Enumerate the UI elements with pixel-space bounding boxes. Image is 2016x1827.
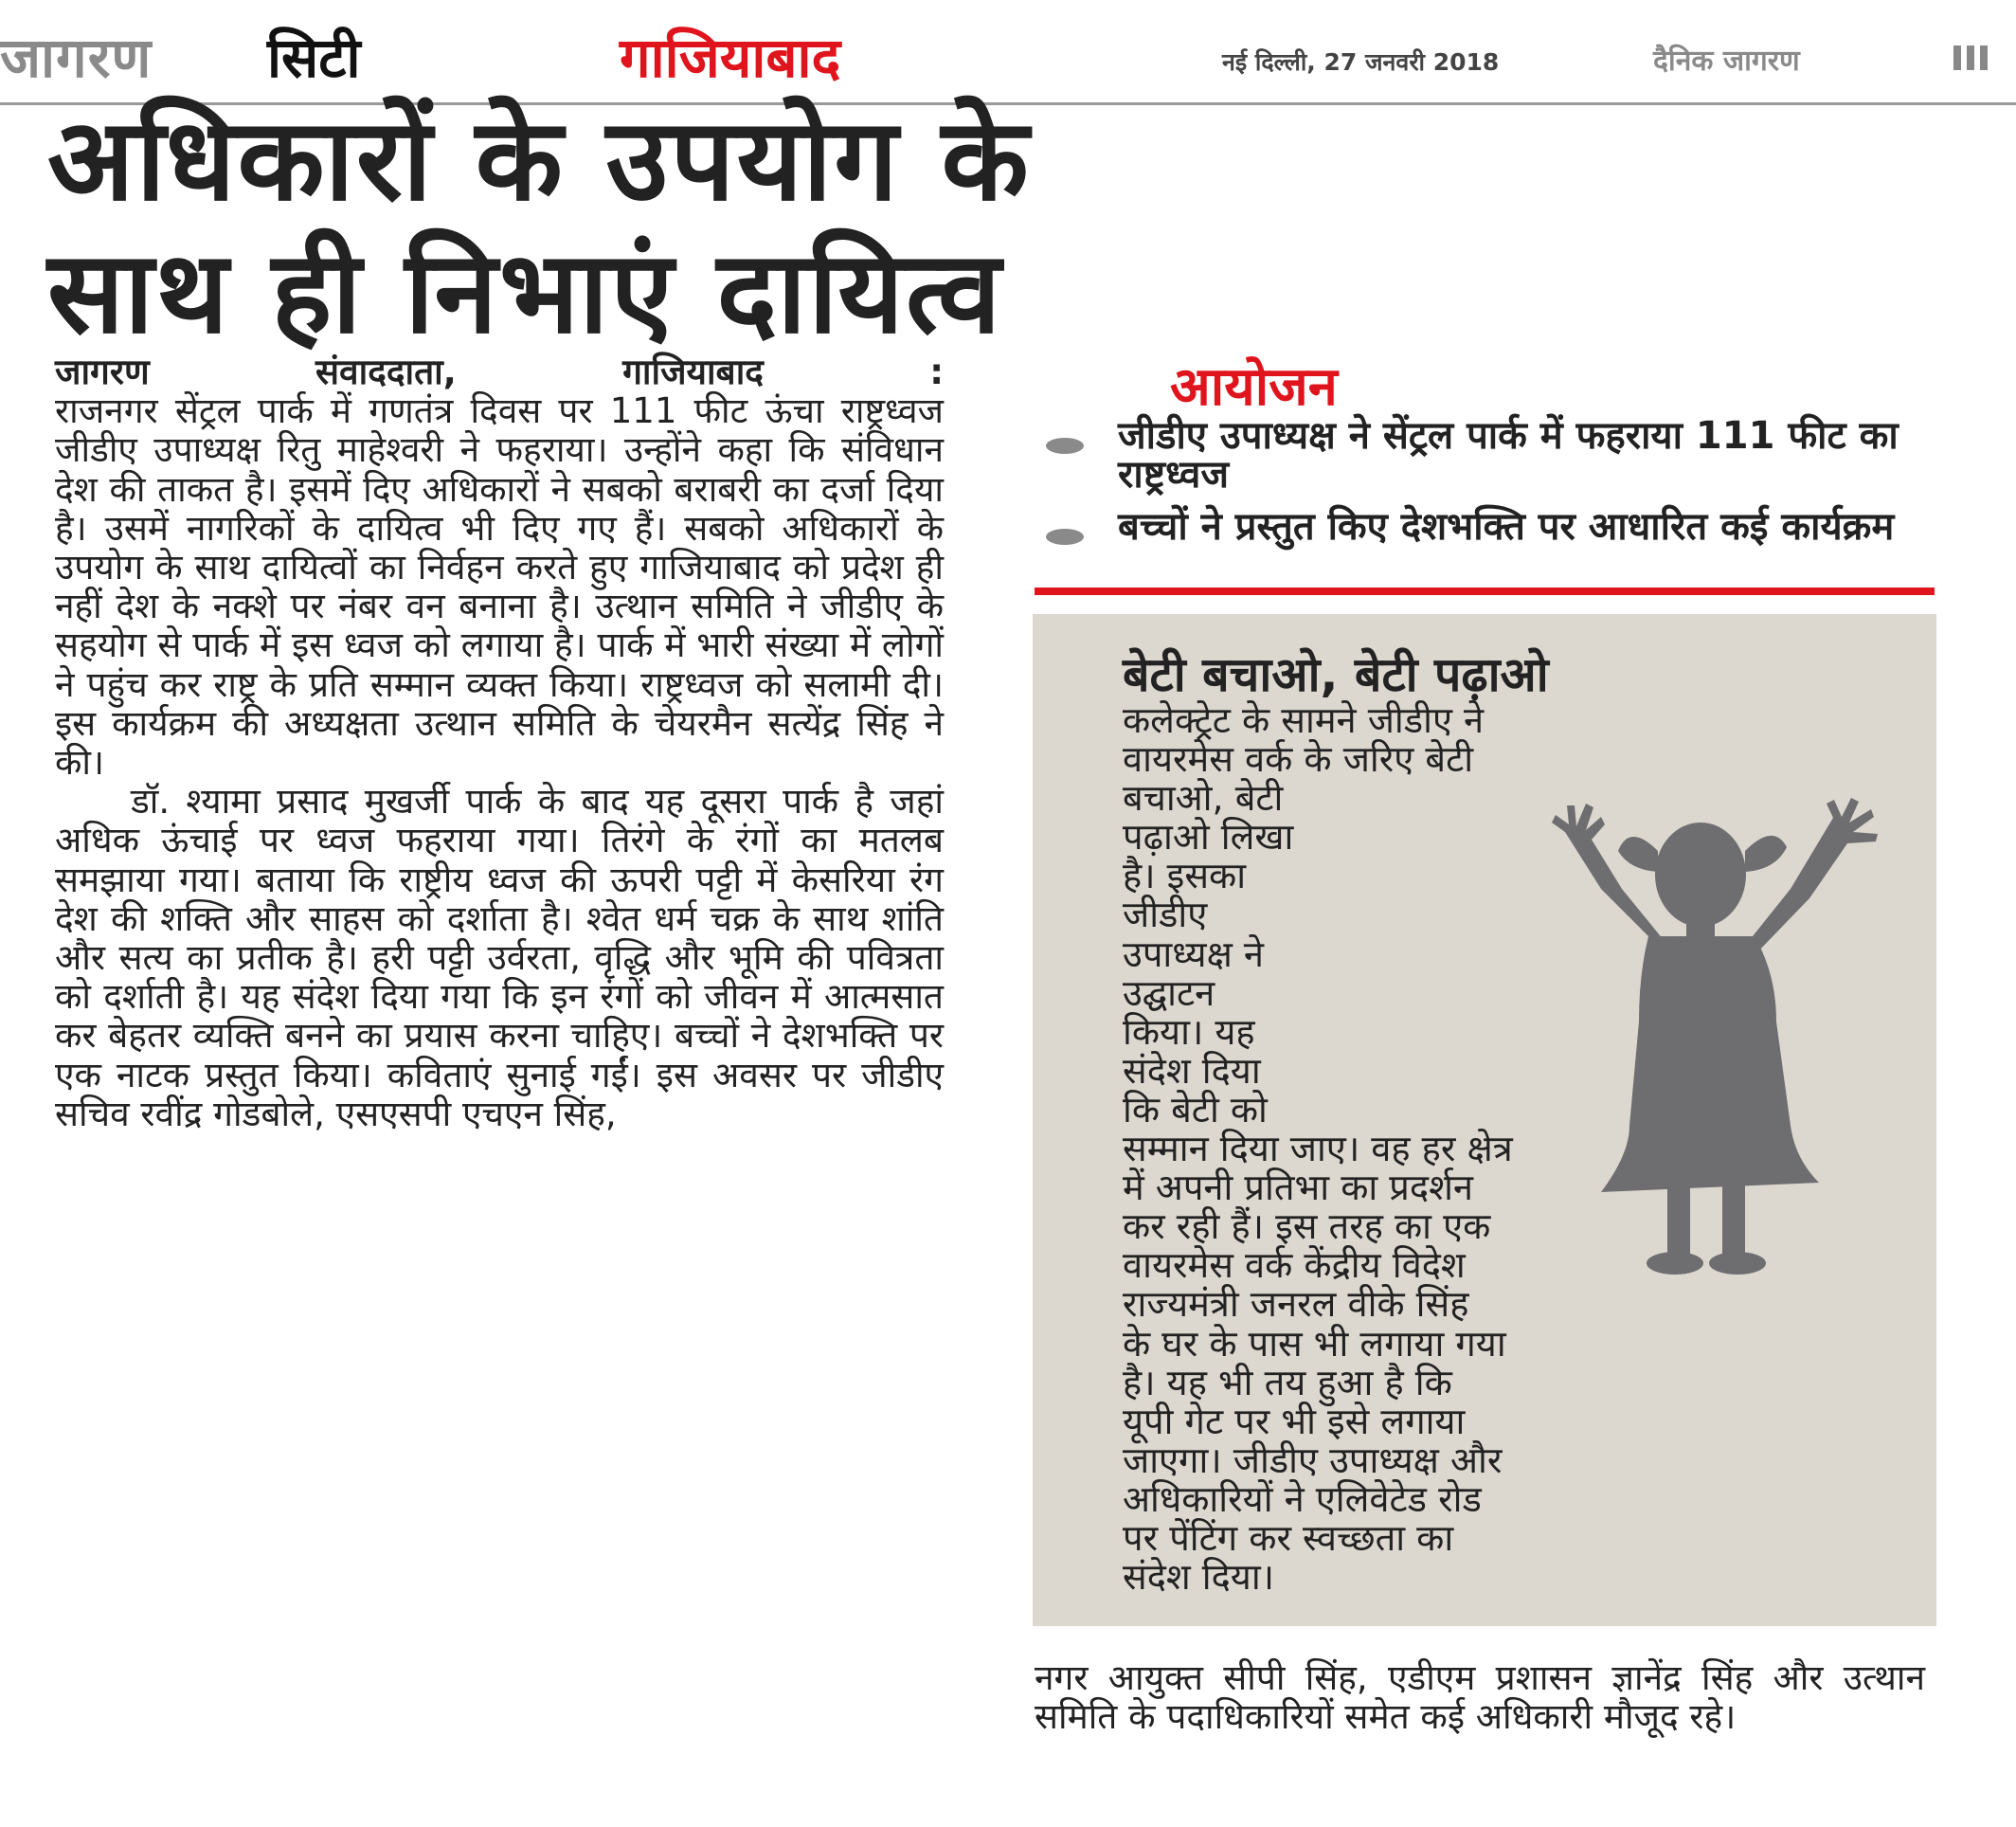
event-highlight (1042, 505, 1933, 549)
event-highlight-text: बच्चों ने प्रस्तुत किए देशभक्ति पर आधारित कई कार्यक्रम (1118, 505, 1895, 549)
sidebar-box-line: कर रही हैं। इस तरह का एक (1123, 1205, 1491, 1248)
headline-line-1: अधिकारों के उपयोग के (47, 95, 1031, 226)
masthead-place: गाजियाबाद (620, 26, 841, 90)
headline (47, 95, 1971, 360)
sidebar-box-line: किया। यह (1123, 1010, 1255, 1053)
sidebar-box-line: बचाओ, बेटी (1123, 777, 1284, 820)
article-paragraph-1: राजनगर सेंट्रल पार्क में गणतंत्र दिवस पर 111 फीट ऊंचा राष्ट्रध्वज जीडीए उपाध्यक्ष रितु माहेश्वरी ने फहराया। उन्होंने कहा कि संविधान देश की ताकत है। इसमें दिए अधिकारों ने सबको बराबरी का दर्जा दिया है। उसमें नागरिकों के दायित्व भी दिए गए हैं। सबको अधिकारों के उपयोग के साथ दायित्वों का निर्वहन करते हुए गाजियाबाद को प्रदेश ही नहीं देश के नक्शे पर नंबर वन बनाना है। उत्थान समिति ने जीडीए के सहयोग से पार्क में इस ध्वज को लगाया है। पार्क में भारी संख्या में लोगों ने पहुंच कर राष्ट्र के प्रति सम्मान व्यक्त किया। राष्ट्रध्वज को सलामी दी। इस कार्यक्रम की अध्यक्षता उत्थान समिति के चेयरमैन सत्येंद्र सिंह ने की। (55, 390, 944, 784)
sidebar-box-line: अधिकारियों ने एलिवेटेड रोड (1123, 1477, 1482, 1520)
sidebar-box-line: में अपनी प्रतिभा का प्रदर्शन (1123, 1167, 1474, 1209)
article-paragraph-2: डॉ. श्यामा प्रसाद मुखर्जी पार्क के बाद यह दूसरा पार्क है जहां अधिक ऊंचाई पर ध्वज फहराया गया। तिरंगे के रंगों का मतलब समझाया गया। बताया कि राष्ट्रीय ध्वज की ऊपरी पट्टी में केसरिया रंग देश की शक्ति और साहस को दर्शाता है। श्वेत धर्म चक्र के साथ शांति और सत्य का प्रतीक है। हरी पट्टी उर्वरता, वृद्धि और भूमि की पवित्रता को दर्शाती है। यह संदेश दिया गया कि इन रंगों को जीवन में आत्मसात कर बेहतर व्यक्ति बनने का प्रयास करना चाहिए। बच्चों ने देशभक्ति पर एक नाटक प्रस्तुत किया। कविताएं सुनाई गईं। इस अवसर पर जीडीए सचिव रवींद्र गोडबोले, एसएसपी एचएन सिंह, (55, 781, 944, 1134)
masthead (0, 26, 2016, 90)
masthead-city: सिटी (267, 26, 361, 90)
article-continuation: नगर आयुक्त सीपी सिंह, एडीएम प्रशासन ज्ञानेंद्र सिंह और उत्थान समिति के पदाधिकारियों समेत कई अधिकारी मौजूद रहे। (1035, 1657, 1925, 1737)
event-highlights (1042, 414, 1933, 560)
article-dateline: जागरण संवाददाता, गाजियाबाद : (55, 352, 944, 392)
sidebar-box-line: जीडीए (1123, 894, 1208, 936)
sidebar-box-line: संदेश दिया। (1123, 1556, 1275, 1599)
sidebar-box-line: है। इसका (1123, 855, 1247, 897)
sidebar-box-line: कि बेटी को (1123, 1088, 1268, 1131)
event-highlight-text: जीडीए उपाध्यक्ष ने सेंट्रल पार्क में फहराया 111 फीट का राष्ट्रध्वज (1118, 414, 1899, 497)
masthead-jagran: जागरण (0, 26, 153, 90)
sidebar-box-line: है। यह भी तय हुआ है कि (1123, 1361, 1452, 1403)
masthead-bars-icon (1953, 45, 2010, 74)
event-label: आयोजन (1170, 356, 1338, 418)
sidebar-box-line: संदेश दिया (1123, 1049, 1261, 1092)
headline-line-2: साथ ही निभाएं दायित्व (47, 227, 1003, 359)
sidebar-box-line: पर पेंटिंग कर स्वच्छता का (1123, 1516, 1454, 1559)
sidebar-box-line: यूपी गेट पर भी इसे लगाया (1123, 1400, 1466, 1442)
sidebar-box-line: वायरमेस वर्क केंद्रीय विदेश (1123, 1244, 1466, 1287)
sidebar-box-line: उद्घाटन (1123, 971, 1215, 1014)
sidebar-box-line: सम्मान दिया जाए। वह हर क्षेत्र (1123, 1128, 1513, 1170)
masthead-date: नई दिल्ली, 27 जनवरी 2018 (1222, 48, 1500, 76)
sidebar-box-title: बेटी बचाओ, बेटी पढ़ाओ (1123, 647, 1549, 702)
bullet-icon (1046, 529, 1084, 545)
sidebar-box-line: वायरमेस वर्क के जरिए बेटी (1123, 738, 1474, 781)
bullet-icon (1046, 438, 1084, 454)
masthead-paper-name: दैनिक जागरण (1653, 45, 1800, 78)
sidebar-box-text (1123, 701, 1899, 1597)
article-body (55, 353, 944, 1133)
sidebar-box-line: पढ़ाओ लिखा (1123, 816, 1294, 859)
event-highlight (1042, 414, 1933, 497)
sidebar-box-line: जाएगा। जीडीए उपाध्यक्ष और (1123, 1438, 1503, 1481)
sidebar-box-line: राज्यमंत्री जनरल वीके सिंह (1123, 1283, 1469, 1326)
highlight-divider (1035, 588, 1935, 595)
sidebar-box-line: के घर के पास भी लगाया गया (1123, 1322, 1506, 1365)
sidebar-box-line: उपाध्यक्ष ने (1123, 932, 1264, 975)
sidebar-box-line: कलेक्ट्रेट के सामने जीडीए ने (1123, 699, 1485, 741)
sidebar-box (1033, 614, 1936, 1626)
